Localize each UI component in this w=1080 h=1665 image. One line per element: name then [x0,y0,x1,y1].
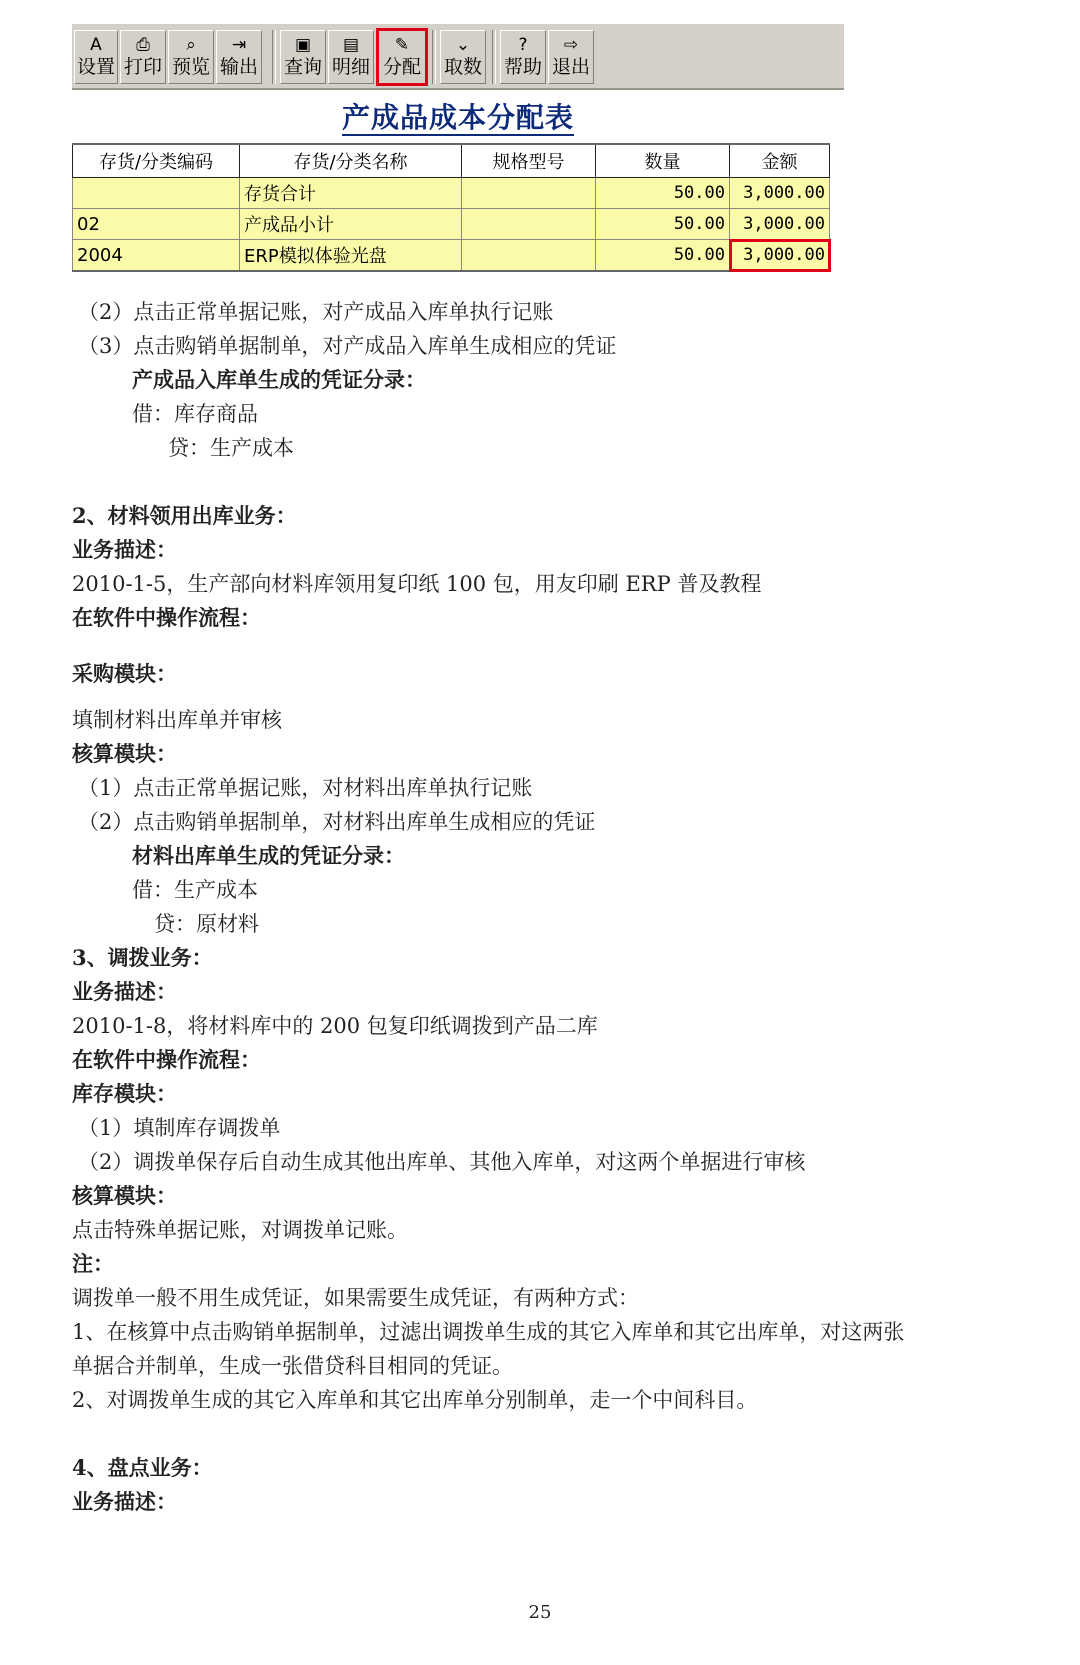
section-heading: 2、材料领用出库业务： [72,503,297,528]
cell-spec [462,240,596,272]
step-text: （2）调拨单保存后自动生成其他出库单、其他入库单，对这两个单据进行审核 [78,1150,806,1174]
entry-debit: 借：生产成本 [132,878,258,902]
subheading: 业务描述： [72,537,177,562]
query-icon: ▣ [294,35,312,55]
cell-name: 存货合计 [240,178,462,209]
module-heading: 核算模块： [72,741,177,766]
export-button[interactable] [216,30,262,84]
settings-icon: A [90,35,102,55]
body-text: 1、在核算中点击购销单据制单，过滤出调拨单生成的其它入库单和其它出库单，对这两张 [72,1320,905,1344]
column-header-name[interactable]: 存货/分类名称 [240,144,462,178]
cell-code [73,178,240,209]
body-text: 调拨单一般不用生成凭证，如果需要生成凭证，有两种方式： [72,1286,639,1310]
note-heading: 注： [72,1251,114,1276]
toolbar-separator [432,30,436,84]
fetch-label: 取数 [443,56,482,78]
query-label: 查询 [283,56,322,78]
preview-label: 预览 [171,56,210,78]
table-row[interactable] [73,178,830,209]
entry-credit: 贷：生产成本 [168,436,294,460]
cell-code: 2004 [73,240,240,272]
cell-code: 02 [73,209,240,240]
entry-credit: 贷：原材料 [154,912,259,936]
allocate-button[interactable] [378,30,426,84]
exit-icon: ⇨ [563,35,579,55]
column-header-amount[interactable]: 金额 [730,144,830,178]
cell-qty: 50.00 [596,240,730,272]
step-text: （3）点击购销单据制单，对产成品入库单生成相应的凭证 [78,334,617,358]
cell-amount: 3,000.00 [730,178,830,209]
print-label: 打印 [123,56,162,78]
cell-amount-highlighted: 3,000.00 [730,240,830,272]
cell-name: ERP模拟体验光盘 [240,240,462,272]
subheading: 在软件中操作流程： [72,605,261,630]
export-label: 输出 [219,56,258,78]
detail-button[interactable] [328,30,374,84]
body-text: 点击特殊单据记账，对调拨单记账。 [72,1218,408,1242]
fetch-button[interactable] [440,30,486,84]
query-button[interactable] [280,30,326,84]
cell-qty: 50.00 [596,209,730,240]
print-button[interactable] [120,30,166,84]
section-heading: 3、调拨业务： [72,945,213,970]
allocate-icon: ✎ [394,35,410,55]
subheading: 产成品入库单生成的凭证分录： [132,367,426,392]
table-row[interactable] [73,209,830,240]
module-heading: 采购模块： [72,661,177,686]
detail-label: 明细 [331,56,370,78]
report-title: 产成品成本分配表 [341,101,574,134]
subheading: 材料出库单生成的凭证分录： [132,843,405,868]
export-icon: ⇥ [231,35,247,55]
cell-spec [462,178,596,209]
page-number: 25 [528,1602,552,1623]
help-icon: ? [518,35,528,55]
exit-button[interactable] [548,30,594,84]
settings-button[interactable] [74,30,118,84]
preview-button[interactable] [168,30,214,84]
entry-debit: 借：库存商品 [132,402,258,426]
help-button[interactable] [500,30,546,84]
description-text: 2010-1-8，将材料库中的 200 包复印纸调拨到产品二库 [72,1014,598,1038]
cell-spec [462,209,596,240]
cell-name: 产成品小计 [240,209,462,240]
subheading: 业务描述： [72,979,177,1004]
cell-qty: 50.00 [596,178,730,209]
subheading: 在软件中操作流程： [72,1047,261,1072]
toolbar [72,24,844,90]
column-header-spec[interactable]: 规格型号 [462,144,596,178]
step-text: （1）填制库存调拨单 [78,1116,281,1140]
table-row[interactable] [73,240,830,272]
body-text: 单据合并制单，生成一张借贷科目相同的凭证。 [72,1354,513,1378]
step-text: （2）点击正常单据记账，对产成品入库单执行记账 [78,300,554,324]
subheading: 业务描述： [72,1489,177,1514]
cell-amount: 3,000.00 [730,209,830,240]
step-text: （2）点击购销单据制单，对材料出库单生成相应的凭证 [78,810,596,834]
printer-icon: ⎙ [136,35,150,55]
toolbar-separator [272,30,276,84]
step-text: （1）点击正常单据记账，对材料出库单执行记账 [78,776,533,800]
settings-label: 设置 [76,56,115,78]
detail-icon: ▤ [342,35,360,55]
allocate-label: 分配 [382,56,421,78]
module-heading: 核算模块： [72,1183,177,1208]
module-heading: 库存模块： [72,1081,177,1106]
body-text: 填制材料出库单并审核 [72,708,282,732]
preview-icon: ⌕ [186,35,196,55]
column-header-code[interactable]: 存货/分类编码 [73,144,240,178]
help-label: 帮助 [503,56,542,78]
table-header-row [73,144,830,178]
body-text: 2、对调拨单生成的其它入库单和其它出库单分别制单，走一个中间科目。 [72,1388,758,1412]
description-text: 2010-1-5，生产部向材料库领用复印纸 100 包，用友印刷 ERP 普及教程 [72,572,762,596]
chevron-down-icon: ⌄ [455,35,471,55]
section-heading: 4、盘点业务： [72,1455,213,1480]
column-header-qty[interactable]: 数量 [596,144,730,178]
cost-allocation-table [72,143,830,272]
exit-label: 退出 [551,56,590,78]
toolbar-separator [492,30,496,84]
